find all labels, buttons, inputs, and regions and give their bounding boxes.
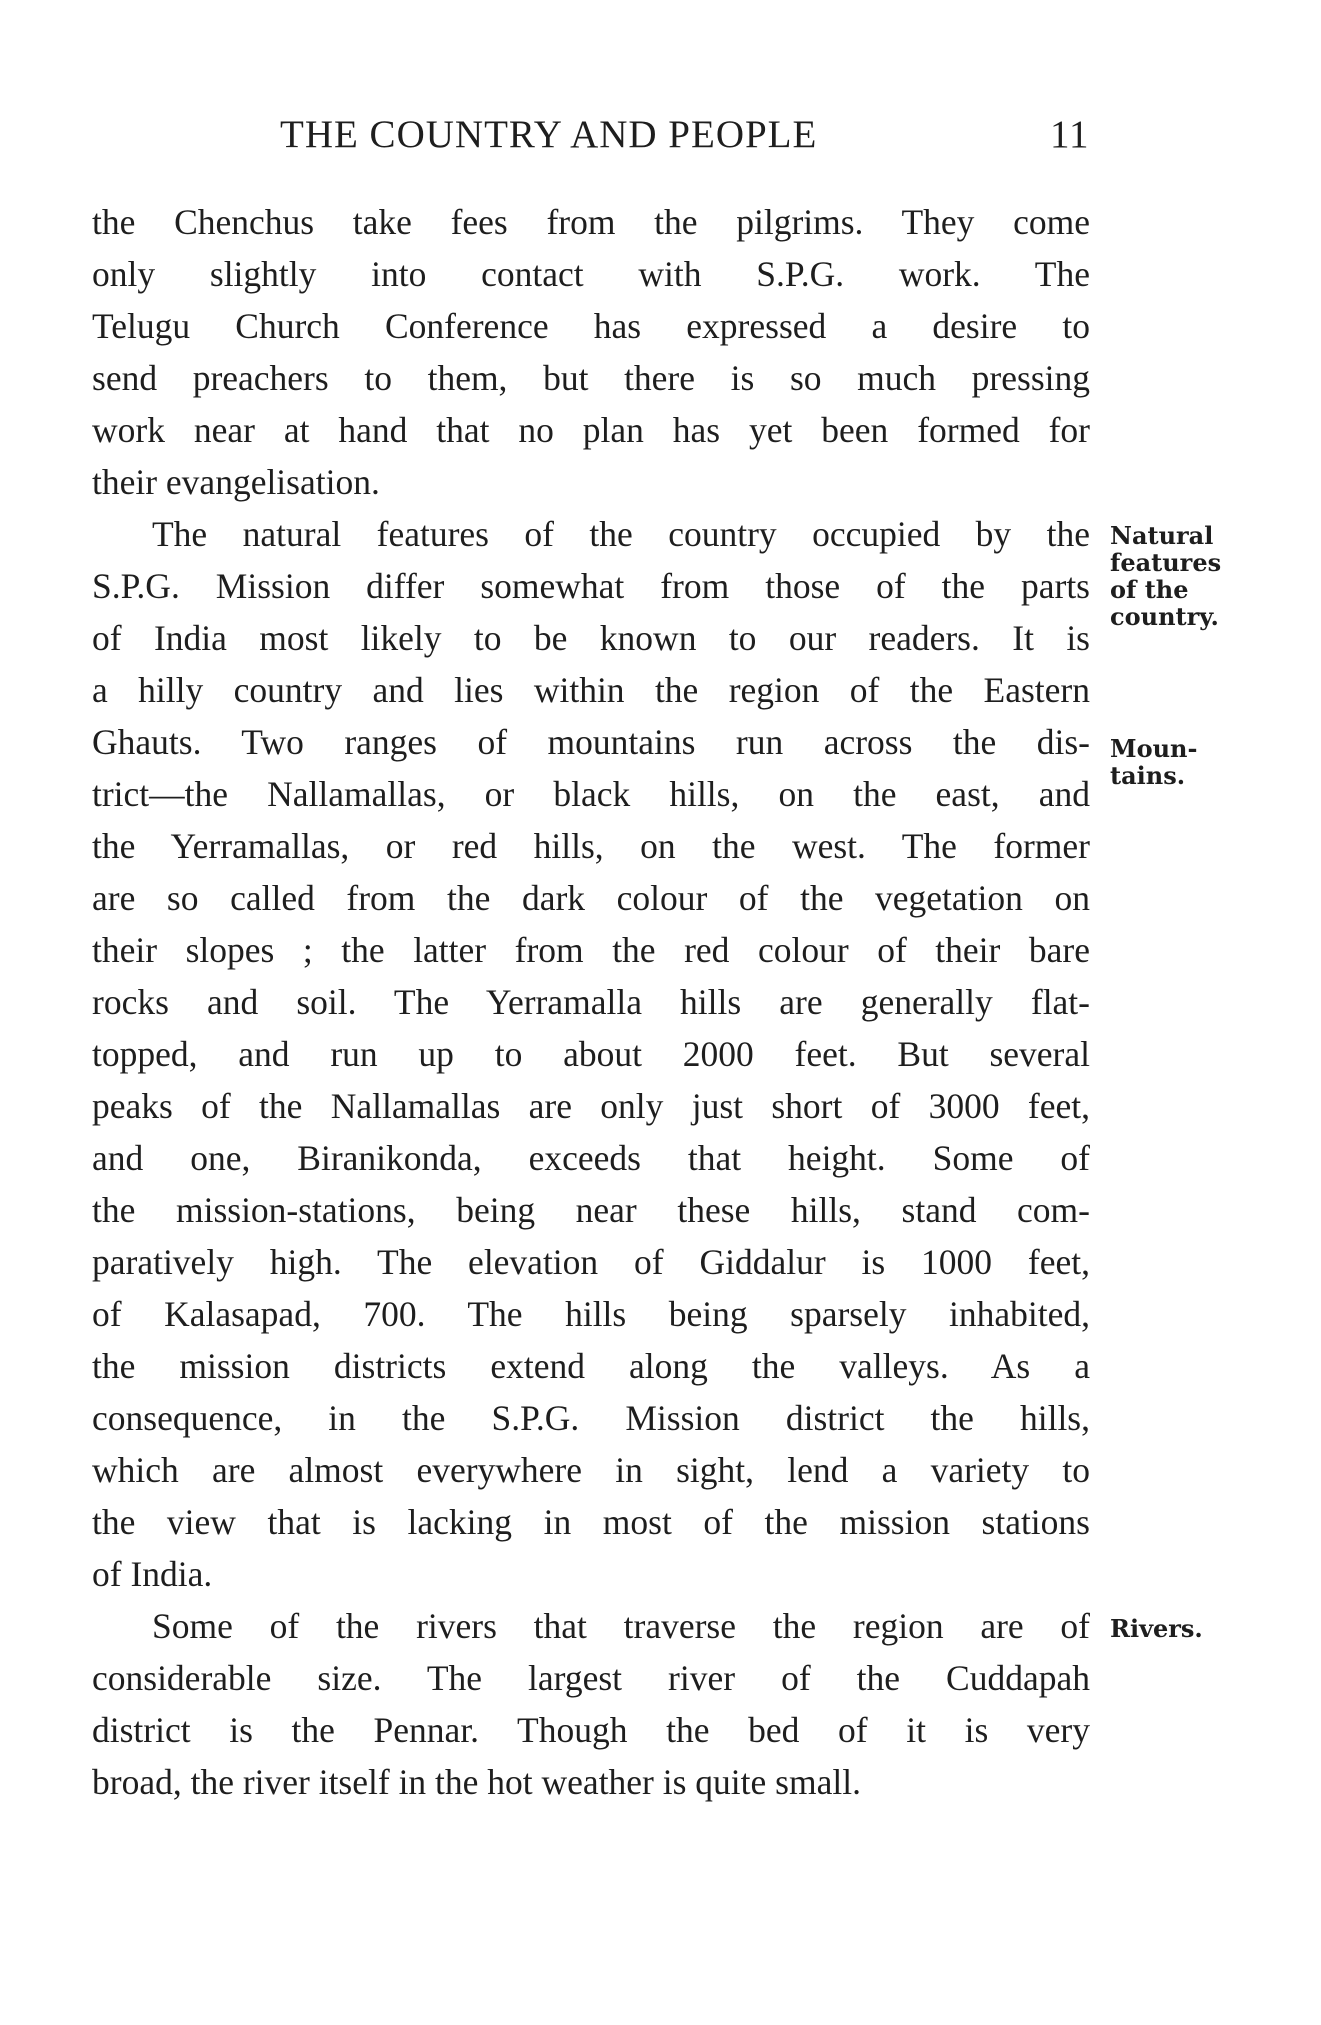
text-line: are so called from the dark colour of the vegetation on	[92, 878, 1090, 918]
text-line: rocks and soil. The Yerramalla hills are generally flat-	[92, 982, 1090, 1022]
text-line: the Yerramallas, or red hills, on the west. The former	[92, 826, 1090, 866]
text-line: Ghauts. Two ranges of mountains run across the dis-	[92, 722, 1090, 762]
text-line: send preachers to them, but there is so much pressing	[92, 358, 1090, 398]
running-head	[92, 112, 1092, 162]
sidenote-natural-features	[1110, 522, 1221, 630]
text-line: district is the Pennar. Though the bed of it is very	[92, 1710, 1090, 1750]
text-line: The natural features of the country occupied by the	[152, 514, 1090, 554]
text-line: the mission-stations, being near these hills, stand com-	[92, 1190, 1090, 1230]
text-line: Telugu Church Conference has expressed a desire to	[92, 306, 1090, 346]
text-line: the Chenchus take fees from the pilgrims. They come	[92, 202, 1090, 242]
text-line: of India most likely to be known to our readers. It is	[92, 618, 1090, 658]
text-line: considerable size. The largest river of the Cuddapah	[92, 1658, 1090, 1698]
text-line: paratively high. The elevation of Giddalur is 1000 feet,	[92, 1242, 1090, 1282]
text-line: the view that is lacking in most of the mission stations	[92, 1502, 1090, 1542]
sidenote-line: tains.	[1110, 761, 1186, 790]
sidenote-line: Rivers.	[1110, 1614, 1203, 1643]
text-line: their evangelisation.	[92, 462, 380, 502]
page-number: 11	[1050, 113, 1090, 156]
text-line: of Kalasapad, 700. The hills being sparsely inhabited,	[92, 1294, 1090, 1334]
text-line: a hilly country and lies within the region of the Eastern	[92, 670, 1090, 710]
text-line: their slopes ; the latter from the red colour of their bare	[92, 930, 1090, 970]
sidenote-line: Moun-	[1110, 734, 1198, 763]
sidenote-line: of the	[1110, 575, 1189, 604]
text-line: consequence, in the S.P.G. Mission district the hills,	[92, 1398, 1090, 1438]
sidenote-line: country.	[1110, 602, 1219, 631]
sidenote-mountains	[1110, 735, 1197, 789]
body-text	[92, 196, 1090, 1808]
text-line: work near at hand that no plan has yet been formed for	[92, 410, 1090, 450]
text-line: topped, and run up to about 2000 feet. But several	[92, 1034, 1090, 1074]
text-line: trict—the Nallamallas, or black hills, on the east, and	[92, 774, 1090, 814]
text-line: only slightly into contact with S.P.G. work. The	[92, 254, 1090, 294]
sidenote-line: Natural	[1110, 521, 1214, 550]
text-line: which are almost everywhere in sight, lend a variety to	[92, 1450, 1090, 1490]
text-line: broad, the river itself in the hot weather is quite small.	[92, 1762, 861, 1802]
text-line: peaks of the Nallamallas are only just short of 3000 feet,	[92, 1086, 1090, 1126]
sidenote-rivers	[1110, 1615, 1203, 1642]
running-title: THE COUNTRY AND PEOPLE	[280, 113, 818, 156]
text-line: Some of the rivers that traverse the region are of	[152, 1606, 1090, 1646]
text-line: the mission districts extend along the valleys. As a	[92, 1346, 1090, 1386]
text-line: and one, Biranikonda, exceeds that height. Some of	[92, 1138, 1090, 1178]
text-line: of India.	[92, 1554, 213, 1594]
text-line: S.P.G. Mission differ somewhat from those of the parts	[92, 566, 1090, 606]
sidenote-line: features	[1110, 548, 1222, 577]
